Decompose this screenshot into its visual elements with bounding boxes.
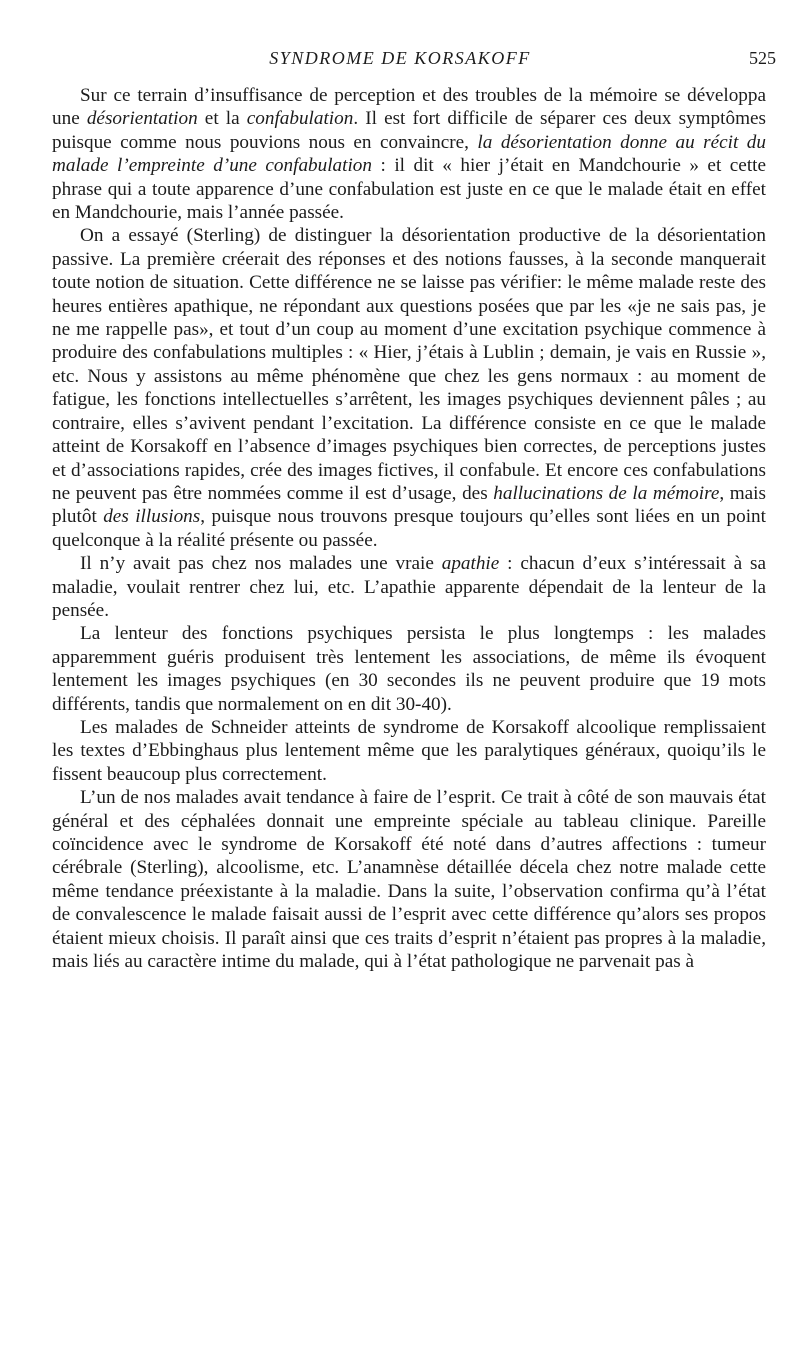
text-run: On a essayé (Sterling) de distinguer la désorientation productive de la désorientation passive. La première créerait des réponses et des notions fausses, à la seconde manquerait toute notion de situation. Cette différence ne se laisse pas vérifier: le même malade reste des heures entières apathique, ne répondant aux questions posées que par les «je ne sais pas, je ne me rappelle pas», et tout d’un coup au moment d’une excitation psychique commence à produire des confabulations multiples : « Hier, j’étais à Lublin ; demain, je vais en Russie », etc. Nous y assistons au même phénomène que chez les gens normaux : au moment de fatigue, les fonctions intellectuelles s’arrêtent, les images psychiques deviennent pâles ; au contraire, elles s’avivent pendant l’excitation. La différence consiste en ce que le malade atteint de Korsakoff en l’absence d’images psychiques bien correctes, de perceptions justes et d’associations rapides, crée des images fictives, il confabule. Et encore ces confabulations ne peuvent pas être nommées comme il est d’usage, des — [52, 225, 766, 504]
text-run: : chacun d’eux s’intéressait à sa maladie, voulait rentrer chez lui, etc. L’apathie apparente dépendait de la lenteur de la pensée. — [52, 553, 766, 621]
text-run: Il n’y avait pas chez nos malades une vraie — [80, 553, 442, 575]
paragraph — [52, 84, 766, 224]
body-text — [52, 84, 766, 973]
paragraph — [52, 716, 766, 786]
text-run: et la — [197, 108, 247, 130]
paragraph — [52, 786, 766, 973]
italic-text: apathie — [441, 553, 500, 575]
italic-text: la désorientation donne au récit du malade l’empreinte d’une confabulation — [52, 131, 766, 177]
text-run: L’un de nos malades avait tendance à faire de l’esprit. Ce trait à côté de son mauvais état général et des céphalées donnait une empreinte spéciale au tableau clinique. Pareille coïncidence avec le syndrome de Korsakoff été noté dans d’autres affections : tumeur cérébrale (Sterling), alcoolisme, etc. L’anamnèse détaillée décela chez notre malade cette même tendance préexistante à la maladie. Dans la suite, l’observation confirma qu’à l’état de convalescence le malade faisait aussi de l’esprit avec cette différence qu’alors ses propos étaient mieux choisis. Il paraît ainsi que ces traits d’esprit n’étaient pas propres à la maladie, mais liés au caractère intime du malade, qui à l’état pathologique ne parvenait pas à — [52, 787, 766, 973]
page-header — [0, 46, 800, 72]
text-run: : il dit « hier j’était en Mandchourie » et cette phrase qui a toute apparence d’une confabulation est juste en ce que le malade était en effet en Mandchourie, mais l’année passée. — [52, 155, 766, 224]
paragraph — [52, 622, 766, 716]
text-run: , mais plutôt — [52, 482, 766, 528]
italic-text: des illusions — [103, 506, 201, 528]
text-run: Les malades de Schneider atteints de syndrome de Korsakoff alcoolique remplissaient les textes d’Ebbinghaus plus lentement même que les paralytiques généraux, quoiqu’ils le fissent beaucoup plus correctement. — [52, 716, 766, 785]
italic-text: désorientation — [86, 108, 198, 130]
text-run: , puisque nous trouvons presque toujours qu’elles sont liées en un point quelconque à la réalité présente ou passée. — [52, 506, 766, 551]
text-run: . Il est fort difficile de séparer ces deux symptômes puisque comme nous pouvions nous en convaincre, — [52, 108, 766, 153]
page-number: 525 — [749, 48, 776, 68]
italic-text: hallucinations de la mémoire — [493, 482, 720, 504]
italic-text: confabulation — [246, 108, 354, 130]
text-run: La lenteur des fonctions psychiques persista le plus longtemps : les malades apparemment guéris produisent très lentement les associations, de même ils évoquent lentement les images psychiques (en 30 secondes ils ne peuvent produire que 19 mots différents, tandis que normalement on en dit 30-40). — [52, 623, 766, 715]
text-run: Sur ce terrain d’insuffisance de perception et des troubles de la mémoire se développa une — [52, 85, 766, 130]
paragraph — [52, 552, 766, 622]
running-title: SYNDROME DE KORSAKOFF — [269, 48, 531, 68]
paragraph — [52, 224, 766, 552]
